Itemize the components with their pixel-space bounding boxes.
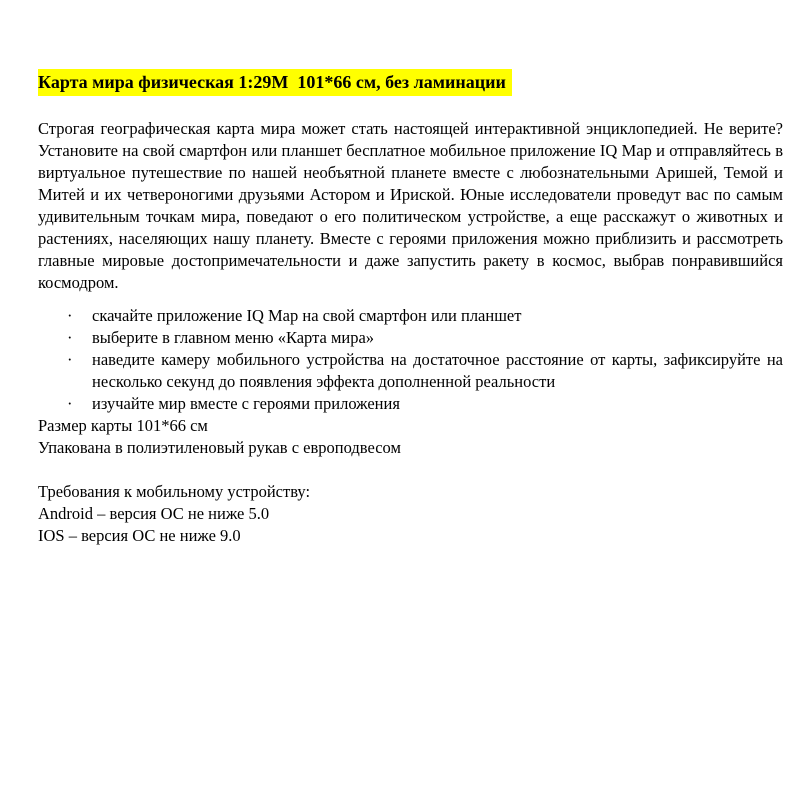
page-title	[38, 68, 783, 96]
instructions-list	[38, 305, 783, 415]
requirement-ios: IOS – версия ОС не ниже 9.0	[38, 526, 241, 545]
list-item	[38, 305, 783, 327]
product-description-document	[38, 68, 783, 547]
intro-paragraph: Строгая географическая карта мира может стать настоящей интерактивной энциклопедией. Не верите? Установите на свой смартфон или планшет бесплатное мобильное приложение IQ Map и отправляйтесь в виртуальное путешествие по нашей необъятной планете вместе с любознательными Аришей, Темой и Митей и их четвероногими друзьями Астором и Ириской. Юные исследователи проведут вас по самым удивительным точкам мира, поведают о его политическом устройстве, а еще расскажут о животных и растениях, населяющих нашу планету. Вместе с героями приложения можно приблизить и рассмотреть главные мировые достопримечательности и даже запустить ракету в космос, выбрав понравившийся космодром.	[38, 119, 783, 292]
requirements-heading: Требования к мобильному устройству:	[38, 482, 311, 501]
list-item	[38, 327, 783, 349]
list-item-text: наведите камеру мобильного устройства на достаточное расстояние от карты, зафиксируйте на несколько секунд до появления эффекта дополненной реальности	[92, 350, 783, 391]
list-item	[38, 393, 783, 415]
map-size-line: Размер карты 101*66 см	[38, 416, 208, 435]
bullet-icon: ·	[67, 350, 73, 369]
list-item	[38, 349, 783, 393]
requirement-android: Android – версия ОС не ниже 5.0	[38, 504, 270, 523]
bullet-icon: ·	[67, 328, 73, 347]
list-item-text: изучайте мир вместе с героями приложения	[92, 394, 400, 413]
list-item-text: выберите в главном меню «Карта мира»	[92, 328, 375, 347]
page-title-highlight: Карта мира физическая 1:29М 101*66 см, без ламинации	[38, 69, 512, 96]
list-item-text: скачайте приложение IQ Map на свой смартфон или планшет	[92, 306, 522, 325]
bullet-icon: ·	[67, 394, 73, 413]
packaging-line: Упакована в полиэтиленовый рукав с европодвесом	[38, 438, 401, 457]
bullet-icon: ·	[67, 306, 73, 325]
